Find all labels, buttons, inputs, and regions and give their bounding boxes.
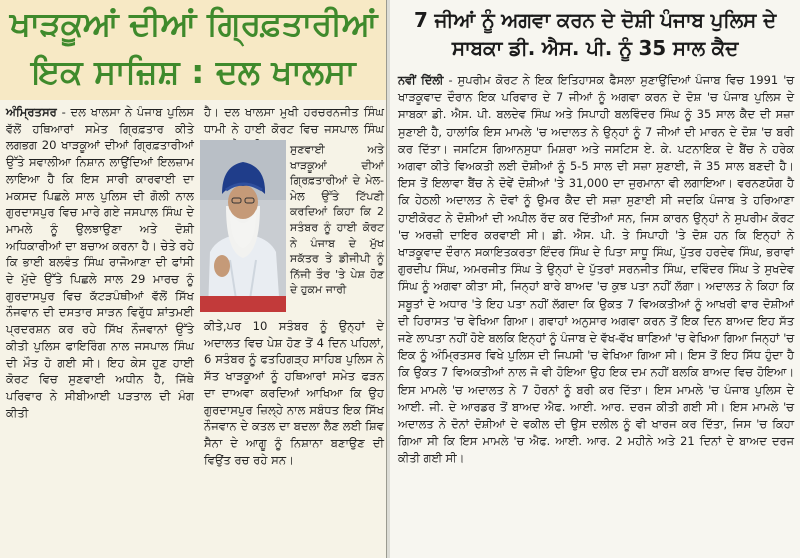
left-headline-line1: ਖਾੜਕੂਆਂ ਦੀਆਂ ਗ੍ਰਿਫ਼ਤਾਰੀਆਂ bbox=[9, 4, 378, 43]
left-column-1-text: - ਦਲ ਖਾਲਸਾ ਨੇ ਪੰਜਾਬ ਪੁਲਿਸ ਵੱਲੋਂ ਹਥਿਆਰਾਂ ਸਮੇਤ ਗ੍ਰਿਫ਼ਤਾਰ ਕੀਤੇ ਲਗਭਗ 20 ਖਾੜਕੂਆਂ ਦੀਆਂ ਗ੍ਰਿਫ਼ਤਾਰੀਆਂ ਉੱਤੇ ਸਵਾਲੀਆ ਨਿਸ਼ਾਨ ਲਾਉਂਦਿਆਂ ਇਲਜ਼ਾਮ ਲਾਇਆ ਹੈ ਕਿ ਇਸ ਸਾਰੀ ਕਾਰਵਾਈ ਦਾ ਮਕਸਦ ਪਿਛਲੇ ਸਾਲ ਪੁਲਿਸ ਦੀ ਗੋਲੀ ਨਾਲ ਗੁਰਦਾਸਪੁਰ ਵਿਚ ਮਾਰੇ ਗਏ ਜਸਪਾਲ ਸਿੰਘ ਦੇ ਮਾਮਲੇ ਨੂੰ ਉਲਝਾਉਣਾ ਅਤੇ ਦੋਸ਼ੀ ਅਧਿਕਾਰੀਆਂ ਦਾ ਬਚਾਅ ਕਰਨਾ ਹੈ। ਚੇਤੇ ਰਹੇ ਕਿ ਭਾਈ ਬਲਵੰਤ ਸਿੰਘ ਰਾਜੋਆਣਾ ਦੀ ਫਾਂਸੀ ਦੇ ਮੁੱਦੇ ਉੱਤੇ ਪਿਛਲੇ ਸਾਲ 29 ਮਾਰਚ ਨੂੰ ਗੁਰਦਾਸਪੁਰ ਵਿਚ ਕੱਟੜਪੰਥੀਆਂ ਵੱਲੋਂ ਸਿੱਖ ਨੌਜਵਾਨ ਦੀ ਦਸਤਾਰ ਸਾੜਨ ਵਿਰੁੱਧ ਸ਼ਾਂਤਮਈ ਪ੍ਰਦਰਸ਼ਨ ਕਰ ਰਹੇ ਸਿੱਖ ਨੌਜਵਾਨਾਂ ਉੱਤੇ ਕੀਤੀ ਪੁਲਿਸ ਫਾਇਰਿੰਗ ਨਾਲ ਜਸਪਾਲ ਸਿੰਘ ਦੀ ਮੌਤ ਹੋ ਗਈ ਸੀ। ਇਹ ਕੇਸ ਹੁਣ ਹਾਈ ਕੋਰਟ ਵਿਚ ਸੁਣਵਾਈ ਅਧੀਨ ਹੈ, ਜਿੱਥੇ ਪਰਿਵਾਰ ਨੇ ਸੀਬੀਆਈ ਪੜਤਾਲ ਦੀ ਮੰਗ ਕੀਤੀ bbox=[6, 105, 195, 420]
person-photo-illustration bbox=[200, 140, 286, 312]
left-column-2-top: ਹੈ। ਦਲ ਖਾਲਸਾ ਮੁਖੀ ਹਰਚਰਨਜੀਤ ਸਿੰਘ ਧਾਮੀ ਨੇ ਹਾਈ ਕੋਰਟ ਵਿਚ ਜਸਪਾਲ ਸਿੰਘ bbox=[204, 105, 384, 136]
person-photo bbox=[200, 140, 286, 312]
right-article-text: - ਸੁਪਰੀਮ ਕੋਰਟ ਨੇ ਇਕ ਇਤਿਹਾਸਕ ਫੈਸਲਾ ਸੁਣਾਉਂਦਿਆਂ ਪੰਜਾਬ ਵਿਚ 1991 'ਚ ਖਾੜਕੂਵਾਦ ਦੌਰਾਨ ਇਕ ਪਰਿਵਾਰ ਦੇ 7 ਜੀਆਂ ਨੂੰ ਅਗਵਾ ਕਰਨ ਦੇ ਦੋਸ਼ 'ਚ ਪੰਜਾਬ ਪੁਲਿਸ ਦੇ ਸਾਬਕਾ ਡੀ. ਐਸ. ਪੀ. ਬਲਦੇਵ ਸਿੰਘ ਅਤੇ ਸਿਪਾਹੀ ਬਲਵਿੰਦਰ ਸਿੰਘ ਨੂੰ 35 ਸਾਲ ਕੈਦ ਦੀ ਸਜ਼ਾ ਸੁਣਾਈ ਹੈ, ਹਾਲਾਂਕਿ ਇਸ ਮਾਮਲੇ 'ਚ ਅਦਾਲਤ ਨੇ ਉਨ੍ਹਾਂ ਨੂੰ 7 ਜੀਆਂ ਦੀ ਮਾਰਨ ਦੇ ਦੋਸ਼ 'ਚ ਬਰੀ ਕਰ ਦਿੱਤਾ। ਜਸਟਿਸ ਗਿਆਨਸੁਧਾ ਮਿਸ਼ਰਾ ਅਤੇ ਜਸਟਿਸ ਏ. ਕੇ. ਪਟਨਾਇਕ ਦੇ ਬੈਂਚ ਨੇ ਹਰੇਕ ਅਗਵਾ ਕੀਤੇ ਵਿਅਕਤੀ ਲਈ ਦੋਸ਼ੀਆਂ ਨੂੰ 5-5 ਸਾਲ ਦੀ ਸਜ਼ਾ ਸੁਣਾਈ, ਜੋ 35 ਸਾਲ ਬਣਦੀ ਹੈ। ਇਸ ਤੋਂ ਇਲਾਵਾ ਬੈਂਚ ਨੇ ਦੋਵੇਂ ਦੋਸ਼ੀਆਂ 'ਤੇ 31,000 ਦਾ ਜੁਰਮਾਨਾ ਵੀ ਲਗਾਇਆ। ਵਰਨਣਯੋਗ ਹੈ ਕਿ ਹੇਠਲੀ ਅਦਾਲਤ ਨੇ ਦੋਵਾਂ ਨੂੰ ਉਮਰ ਕੈਦ ਦੀ ਸਜ਼ਾ ਸੁਣਾਈ ਸੀ ਜਦਕਿ ਪੰਜਾਬ ਤੇ ਹਰਿਆਣਾ ਹਾਈਕੋਰਟ ਨੇ ਦੋਸ਼ੀਆਂ ਦੀ ਅਪੀਲ ਰੱਦ ਕਰ ਦਿੱਤੀਆਂ ਸਨ, ਜਿਸ ਕਾਰਨ ਉਨ੍ਹਾਂ ਨੇ ਸੁਪਰੀਮ ਕੋਰਟ 'ਚ ਅਰਜ਼ੀ ਦਾਇਰ ਕਰਵਾਈ ਸੀ। ਡੀ. ਐਸ. ਪੀ. ਤੇ ਸਿਪਾਹੀ 'ਤੇ ਦੋਸ਼ ਹਨ ਕਿ ਇਨ੍ਹਾਂ ਨੇ ਖਾੜਕੂਵਾਦ ਦੌਰਾਨ ਸਕਾਇਤਕਰਤਾ ਇੰਦਰ ਸਿੰਘ ਦੇ ਪਿਤਾ ਸਾਧੂ ਸਿੰਘ, ਪੁੱਤਰ ਹਰਦੇਵ ਸਿੰਘ, ਭਰਾਵਾਂ ਗੁਰਦੀਪ ਸਿੰਘ, ਅਮਰਜੀਤ ਸਿੰਘ ਤੇ ਉਨ੍ਹਾਂ ਦੇ ਪੁੱਤਰਾਂ ਸਰਨਜੀਤ ਸਿੰਘ, ਦਵਿੰਦਰ ਸਿੰਘ ਤੇ ਸੁਖਦੇਵ ਸਿੰਘ ਨੂੰ ਅਗਵਾ ਕੀਤਾ ਸੀ, ਜਿਨ੍ਹਾਂ ਬਾਰੇ ਬਾਅਦ 'ਚ ਕੁਝ ਪਤਾ ਨਹੀਂ ਲੱਗਾ। ਅਦਾਲਤ ਨੇ ਕਿਹਾ ਕਿ ਸਬੂਤਾਂ ਦੇ ਅਧਾਰ 'ਤੇ ਇਹ ਪਤਾ ਨਹੀਂ ਲੱਗਦਾ ਕਿ ਉਕਤ 7 ਵਿਅਕਤੀਆਂ ਨੂੰ ਆਖਰੀ ਵਾਰ ਦੋਸ਼ੀਆਂ ਦੀ ਹਿਰਾਸਤ 'ਚ ਵੇਖਿਆ ਗਿਆ। ਗਵਾਹਾਂ ਅਨੁਸਾਰ ਅਗਵਾ ਕਰਨ ਤੋਂ ਇਕ ਦਿਨ ਬਾਅਦ ਇਹ ਸੱਤ ਜਣੇ ਲਾਪਤਾ ਨਹੀਂ ਹੋਏ ਬਲਕਿ ਇਨ੍ਹਾਂ ਨੂੰ ਪੰਜਾਬ ਦੇ ਵੱਖ-ਵੱਖ ਥਾਣਿਆਂ 'ਚ ਵੇਖਿਆ ਗਿਆ ਜਿਨ੍ਹਾਂ 'ਚ ਇਕ ਨੂੰ ਅੰਮ੍ਰਿਤਸਰ ਵਿਖੇ ਪੁਲਿਸ ਦੀ ਜਿਪਸੀ 'ਚ ਵੇਖਿਆ ਗਿਆ ਸੀ। ਇਸ ਤੋਂ ਇਹ ਸਿੱਧ ਹੁੰਦਾ ਹੈ ਕਿ ਉਕਤ 7 ਵਿਅਕਤੀਆਂ ਨਾਲ ਜੋ ਵੀ ਹੋਇਆ ਉਹ ਇਕ ਦਮ ਨਹੀਂ ਬਲਕਿ ਬਾਅਦ ਵਿਚ ਹੋਇਆ। ਇਸ ਮਾਮਲੇ 'ਚ ਅਦਾਲਤ ਨੇ 7 ਹੋਰਨਾਂ ਨੂੰ ਬਰੀ ਕਰ ਦਿੱਤਾ। ਇਸ ਮਾਮਲੇ 'ਚ ਪੰਜਾਬ ਪੁਲਿਸ ਦੇ ਆਈ. ਜੀ. ਦੇ ਆਰਡਰ ਤੋਂ ਬਾਅਦ ਐਫ. ਆਈ. ਆਰ. ਦਰਜ ਕੀਤੀ ਗਈ ਸੀ। ਇਸ ਮਾਮਲੇ 'ਚ ਅਦਾਲਤ ਨੇ ਦੋਨਾਂ ਦੋਸ਼ੀਆਂ ਦੇ ਵਕੀਲ ਦੀ ਉਸ ਦਲੀਲ ਨੂੰ ਵੀ ਖਾਰਜ ਕਰ ਦਿੱਤਾ, ਜਿਸ 'ਚ ਕਿਹਾ ਗਿਆ ਸੀ ਕਿ ਇਸ ਮਾਮਲੇ 'ਚ ਐਫ. ਆਈ. ਆਰ. 2 ਮਹੀਨੇ ਅਤੇ 21 ਦਿਨਾਂ ਦੇ ਬਾਅਦ ਦਰਜ ਕੀਤੀ ਗਈ ਸੀ। bbox=[398, 73, 795, 466]
left-headline-line2: ਇਕ ਸਾਜ਼ਿਸ਼ : ਦਲ ਖਾਲਸਾ bbox=[31, 52, 356, 91]
right-article-body bbox=[398, 72, 794, 468]
left-column-2-bottom: ਕੀਤੇ,ਪਰ 10 ਸਤੰਬਰ ਨੂੰ ਉਨ੍ਹਾਂ ਦੇ ਅਦਾਲਤ ਵਿਚ ਪੇਸ਼ ਹੋਣ ਤੋਂ 4 ਦਿਨ ਪਹਿਲਾਂ, 6 ਸਤੰਬਰ ਨੂੰ ਫਤਹਿਗੜ੍ਹ ਸਾਹਿਬ ਪੁਲਿਸ ਨੇ ਸੱਤ ਖਾੜਕੂਆਂ ਨੂੰ ਹਥਿਆਰਾਂ ਸਮੇਤ ਫੜਨ ਦਾ ਦਾਅਵਾ ਕਰਦਿਆਂ ਆਖਿਆ ਕਿ ਉਹ ਗੁਰਦਾਸਪੁਰ ਜ਼ਿਲ੍ਹੇ ਨਾਲ ਸਬੰਧਤ ਇਕ ਸਿੱਖ ਨੌਜਵਾਨ ਦੇ ਕਤਲ ਦਾ ਬਦਲਾ ਲੈਣ ਲਈ ਸ਼ਿਵ ਸੈਨਾ ਦੇ ਆਗੂ ਨੂੰ ਨਿਸ਼ਾਨਾ ਬਣਾਉਣ ਦੀ ਵਿਉਂਤ ਰਚ ਰਹੇ ਸਨ। bbox=[204, 319, 384, 467]
right-news-clipping bbox=[390, 0, 800, 558]
left-column-1 bbox=[6, 104, 194, 421]
left-news-clipping bbox=[0, 0, 387, 558]
right-headline-line1: 7 ਜੀਆਂ ਨੂੰ ਅਗਵਾ ਕਰਨ ਦੇ ਦੋਸ਼ੀ ਪੰਜਾਬ ਪੁਲਿਸ ਦੇ bbox=[414, 8, 776, 32]
left-headline-box bbox=[0, 0, 387, 100]
left-column-2-narrow: ਸੁਣਵਾਈ ਅਤੇ ਖਾੜਕੂਆਂ ਦੀਆਂ ਗ੍ਰਿਫ਼ਤਾਰੀਆਂ ਦੇ ਮੇਲ-ਮੇਲ ਉੱਤੇ ਟਿੱਪਣੀ ਕਰਦਿਆਂ ਕਿਹਾ ਕਿ 2 ਸਤੰਬਰ ਨੂੰ ਹਾਈ ਕੋਰਟ ਨੇ ਪੰਜਾਬ ਦੇ ਮੁੱਖ ਸਕੱਤਰ ਤੇ ਡੀਜੀਪੀ ਨੂੰ ਨਿੱਜੀ ਤੌਰ 'ਤੇ ਪੇਸ਼ ਹੋਣ ਦੇ ਹੁਕਮ ਜਾਰੀ bbox=[290, 143, 384, 297]
left-dateline: ਅੰਮ੍ਰਿਤਸਰ bbox=[6, 105, 57, 119]
right-dateline: ਨਵੀਂ ਦਿੱਲੀ bbox=[398, 73, 444, 87]
right-headline-line2: ਸਾਬਕਾ ਡੀ. ਐਸ. ਪੀ. ਨੂੰ 35 ਸਾਲ ਕੈਦ bbox=[451, 36, 739, 60]
